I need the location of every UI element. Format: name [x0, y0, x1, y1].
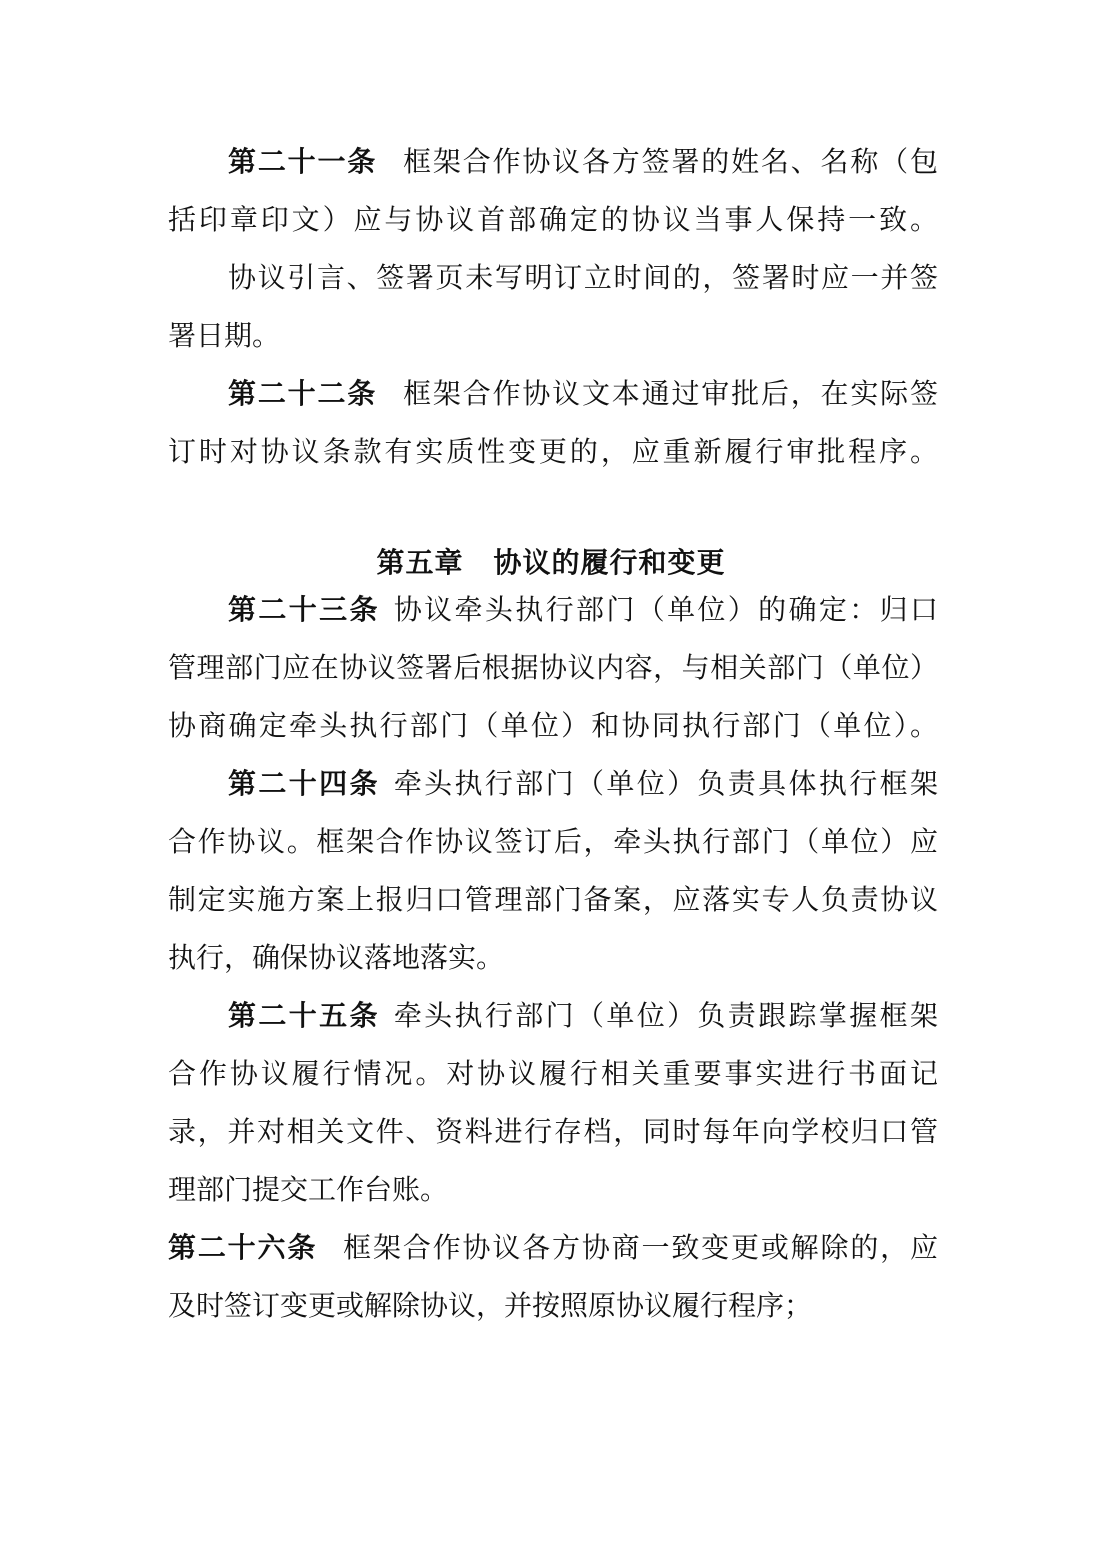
article-21-label: 第二十一条	[228, 145, 378, 178]
article-24-label: 第二十四条	[228, 767, 380, 800]
article-26-line-1	[168, 1226, 938, 1270]
chapter-heading	[0, 541, 1102, 585]
article-23-line-3: 协商确定牵头执行部门（单位）和协同执行部门（单位）。	[168, 709, 938, 742]
chapter-number: 第五章	[376, 546, 464, 579]
article-22-text-1: 框架合作协议文本通过审批后，在实际签	[403, 377, 938, 410]
article-22-line-1	[228, 372, 938, 416]
article-26-line-2: 及时签订变更或解除协议，并按照原协议履行程序；	[168, 1289, 813, 1322]
article-26-label: 第二十六条	[168, 1231, 318, 1264]
article-21-line-2: 括印章印文）应与协议首部确定的协议当事人保持一致。	[168, 203, 938, 236]
article-23-line-1	[228, 588, 938, 632]
article-24-line-3: 制定实施方案上报归口管理部门备案，应落实专人负责协议	[168, 883, 938, 916]
article-25-text-1: 牵头执行部门（单位）负责跟踪掌握框架	[393, 999, 938, 1032]
article-23-label: 第二十三条	[228, 593, 380, 626]
article-25-line-1	[228, 994, 938, 1038]
article-21-line-4: 署日期。	[168, 319, 281, 352]
article-26-text-1: 框架合作协议各方协商一致变更或解除的，应	[343, 1231, 938, 1264]
article-25-label: 第二十五条	[228, 999, 380, 1032]
article-25-line-2: 合作协议履行情况。对协议履行相关重要事实进行书面记	[168, 1057, 938, 1090]
article-25-line-3: 录，并对相关文件、资料进行存档，同时每年向学校归口管	[168, 1115, 938, 1148]
article-24-line-2: 合作协议。框架合作协议签订后，牵头执行部门（单位）应	[168, 825, 938, 858]
article-22-line-2: 订时对协议条款有实质性变更的，应重新履行审批程序。	[168, 435, 938, 468]
article-23-line-2: 管理部门应在协议签署后根据协议内容，与相关部门（单位）	[168, 651, 938, 684]
article-21-text-1: 框架合作协议各方签署的姓名、名称（包	[403, 145, 938, 178]
article-21-line-3: 协议引言、签署页未写明订立时间的，签署时应一并签	[228, 261, 938, 294]
article-23-text-1: 协议牵头执行部门（单位）的确定：归口	[393, 593, 938, 626]
chapter-title: 协议的履行和变更	[493, 546, 726, 579]
article-24-line-4: 执行，确保协议落地落实。	[168, 941, 505, 974]
article-22-label: 第二十二条	[228, 377, 378, 410]
article-21-line-1	[228, 140, 938, 184]
article-25-line-4: 理部门提交工作台账。	[168, 1173, 449, 1206]
article-24-text-1: 牵头执行部门（单位）负责具体执行框架	[393, 767, 938, 800]
article-24-line-1	[228, 762, 938, 806]
